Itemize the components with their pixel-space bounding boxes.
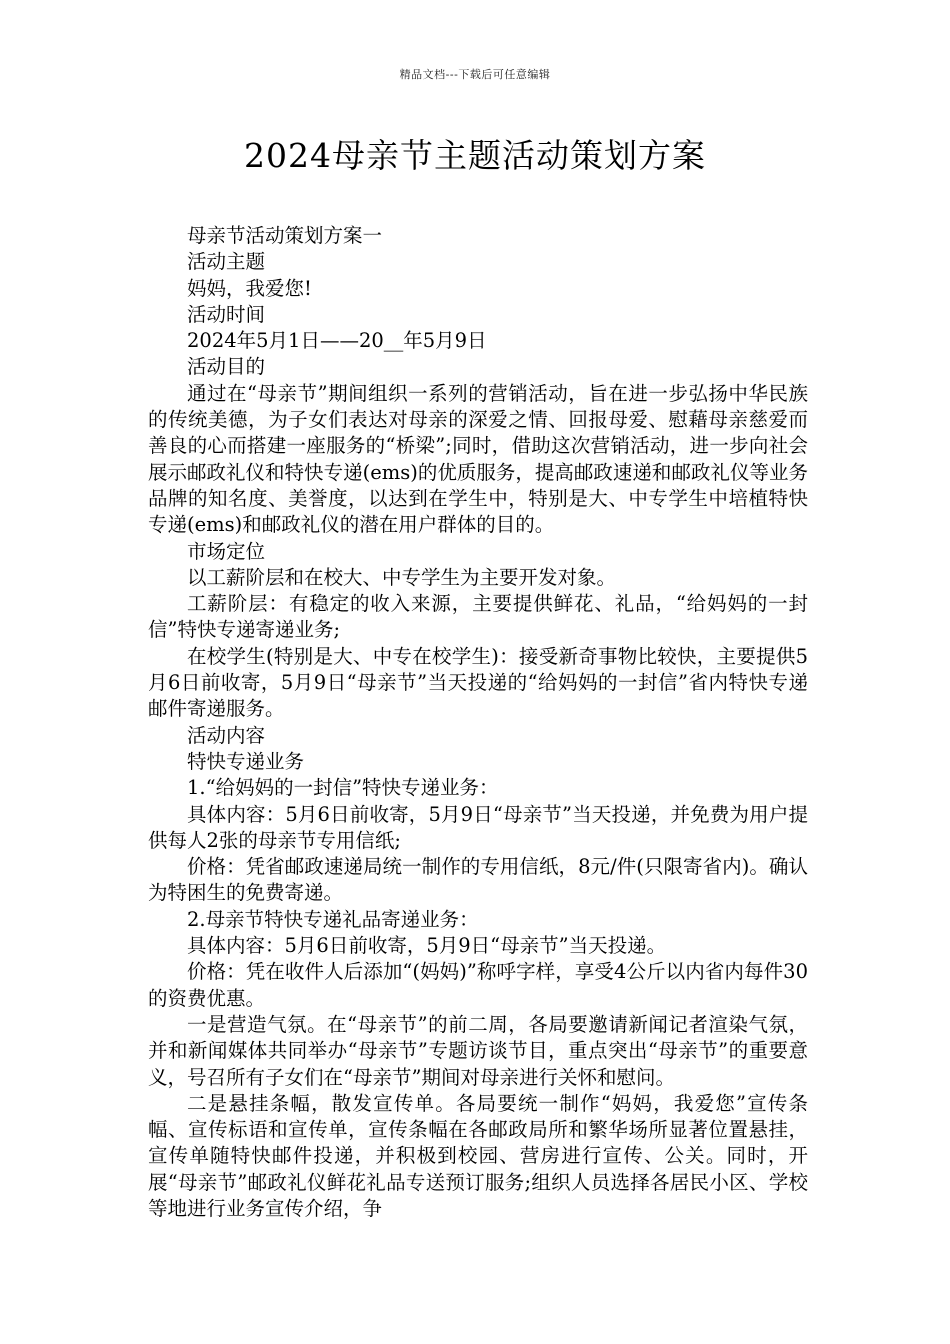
paragraph: 工薪阶层：有稳定的收入来源，主要提供鲜花、礼品，“给妈妈的一封信”特快专递寄递业务; xyxy=(148,592,808,642)
paragraph: 具体内容：5月6日前收寄，5月9日“母亲节”当天投递。 xyxy=(187,934,667,958)
paragraph-heading: 活动目的 xyxy=(187,355,266,379)
paragraph: 具体内容：5月6日前收寄，5月9日“母亲节”当天投递，并免费为用户提供每人2张的母亲节专用信纸; xyxy=(148,802,808,852)
section-heading: 母亲节活动策划方案一 xyxy=(187,224,383,247)
paragraph: 以工薪阶层和在校大、中专学生为主要开发对象。 xyxy=(187,565,617,589)
paragraph-heading: 活动主题 xyxy=(187,250,266,274)
paragraph: 1.“给妈妈的一封信”特快专递业务： xyxy=(187,776,499,800)
paragraph-heading: 活动内容 xyxy=(187,723,266,747)
paragraph-heading: 市场定位 xyxy=(187,539,266,563)
paragraph: 在校学生(特别是大、中专在校学生)：接受新奇事物比较快，主要提供5月6日前收寄，5月9日“母亲节”当天投递的“给妈妈的一封信”省内特快专递邮件寄递服务。 xyxy=(148,644,808,721)
paragraph: 2.母亲节特快专递礼品寄递业务： xyxy=(187,907,479,931)
paragraph: 通过在“母亲节”期间组织一系列的营销活动，旨在进一步弘扬中华民族的传统美德，为子女们表达对母亲的深爱之情、回报母爱、慰藉母亲慈爱而善良的心而搭建一座服务的“桥梁”;同时，借助这次营销活动，进一步向社会展示邮政礼仪和特快专递(ems)的优质服务，提高邮政速递和邮政礼仪等业务品牌的知名度、美誉度，以达到在学生中，特别是大、中专学生中培植特快专递(ems)和邮政礼仪的潜在用户群体的目的。 xyxy=(148,381,808,537)
paragraph: 二是悬挂条幅，散发宣传单。各局要统一制作“妈妈，我爱您”宣传条幅、宣传标语和宣传单，宣传条幅在各邮政局所和繁华场所显著位置悬挂，宣传单随特快邮件投递，并积极到校园、营房进行宣传、公关。同时，开展“母亲节”邮政礼仪鲜花礼品专送预订服务;组织人员选择各居民小区、学校等地进行业务宣传介绍，争 xyxy=(148,1091,808,1220)
document-title: 2024母亲节主题活动策划方案 xyxy=(244,136,706,175)
paragraph-heading: 特快专递业务 xyxy=(187,749,305,773)
paragraph: 2024年5月1日——20__年5月9日 xyxy=(187,329,487,353)
paragraph: 价格：凭在收件人后添加“(妈妈)”称呼字样，享受4公斤以内省内每件30的资费优惠。 xyxy=(148,960,808,1010)
paragraph: 价格：凭省邮政速递局统一制作的专用信纸，8元/件(只限寄省内)。确认为特困生的免费寄递。 xyxy=(148,855,808,905)
paragraph: 妈妈，我爱您! xyxy=(187,276,312,300)
paragraph-heading: 活动时间 xyxy=(187,302,266,326)
document-body xyxy=(148,223,808,1222)
header-note: 精品文档---下载后可任意编辑 xyxy=(399,68,551,81)
paragraph: 一是营造气氛。在“母亲节”的前二周，各局要邀请新闻记者渲染气氛，并和新闻媒体共同举办“母亲节”专题访谈节目，重点突出“母亲节”的重要意义，号召所有子女们在“母亲节”期间对母亲进行关怀和慰问。 xyxy=(148,1012,808,1089)
